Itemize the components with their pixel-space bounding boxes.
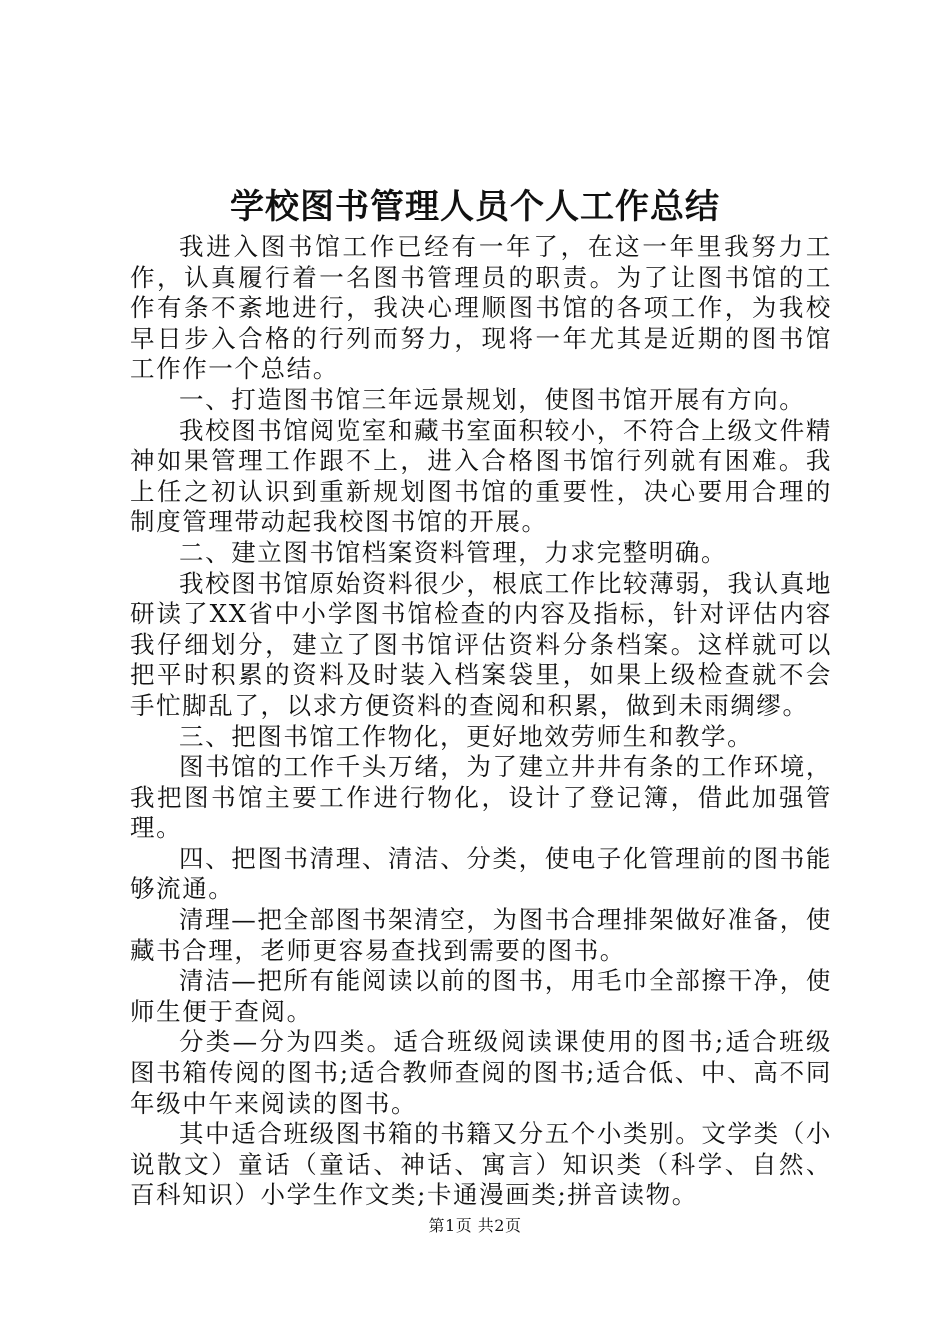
document-body bbox=[130, 232, 832, 1211]
paragraph-section-3: 图书馆的工作千头万绪，为了建立井井有条的工作环境，我把图书馆主要工作进行物化，设计了登记簿，借此加强管理。 bbox=[130, 752, 832, 843]
paragraph-cleaning: 清洁—把所有能阅读以前的图书，用毛巾全部擦干净，使师生便于查阅。 bbox=[130, 966, 832, 1026]
paragraph-intro: 我进入图书馆工作已经有一年了，在这一年里我努力工作，认真履行着一名图书管理员的职责。为了让图书馆的工作有条不紊地进行，我决心理顺图书馆的各项工作，为我校早日步入合格的行列而努力，现将一年尤其是近期的图书馆工作作一个总结。 bbox=[130, 232, 832, 384]
section-heading-3: 三、把图书馆工作物化，更好地效劳师生和教学。 bbox=[179, 721, 754, 751]
paragraph-section-1: 我校图书馆阅览室和藏书室面积较小，不符合上级文件精神如果管理工作跟不上，进入合格图书馆行列就有困难。我上任之初认识到重新规划图书馆的重要性，决心要用合理的制度管理带动起我校图书馆的开展。 bbox=[130, 415, 832, 537]
section-heading-2: 二、建立图书馆档案资料管理，力求完整明确。 bbox=[179, 537, 728, 567]
section-heading-1: 一、打造图书馆三年远景规划，使图书馆开展有方向。 bbox=[179, 384, 806, 414]
document-title: 学校图书管理人员个人工作总结 bbox=[230, 187, 720, 227]
section-heading-4: 四、把图书清理、清洁、分类，使电子化管理前的图书能够流通。 bbox=[130, 843, 832, 904]
paragraph-cleanup: 清理—把全部图书架清空，为图书合理排架做好准备，使藏书合理，老师更容易查找到需要的图书。 bbox=[130, 905, 832, 965]
paragraph-subcategories: 其中适合班级图书箱的书籍又分五个小类别。文学类（小说散文）童话（童话、神话、寓言）知识类（科学、自然、百科知识）小学生作文类;卡通漫画类;拼音读物。 bbox=[130, 1119, 832, 1210]
paragraph-section-2: 我校图书馆原始资料很少，根底工作比较薄弱，我认真地研读了XX省中小学图书馆检查的内容及指标，针对评估内容我仔细划分，建立了图书馆评估资料分条档案。这样就可以把平时积累的资料及时装入档案袋里，如果上级检查就不会手忙脚乱了，以求方便资料的查阅和积累，做到未雨绸缪。 bbox=[130, 568, 832, 720]
page-number: 第1页 共2页 bbox=[428, 1216, 522, 1235]
paragraph-classification: 分类—分为四类。适合班级阅读课使用的图书;适合班级图书箱传阅的图书;适合教师查阅的图书;适合低、中、高不同年级中午来阅读的图书。 bbox=[130, 1027, 832, 1118]
